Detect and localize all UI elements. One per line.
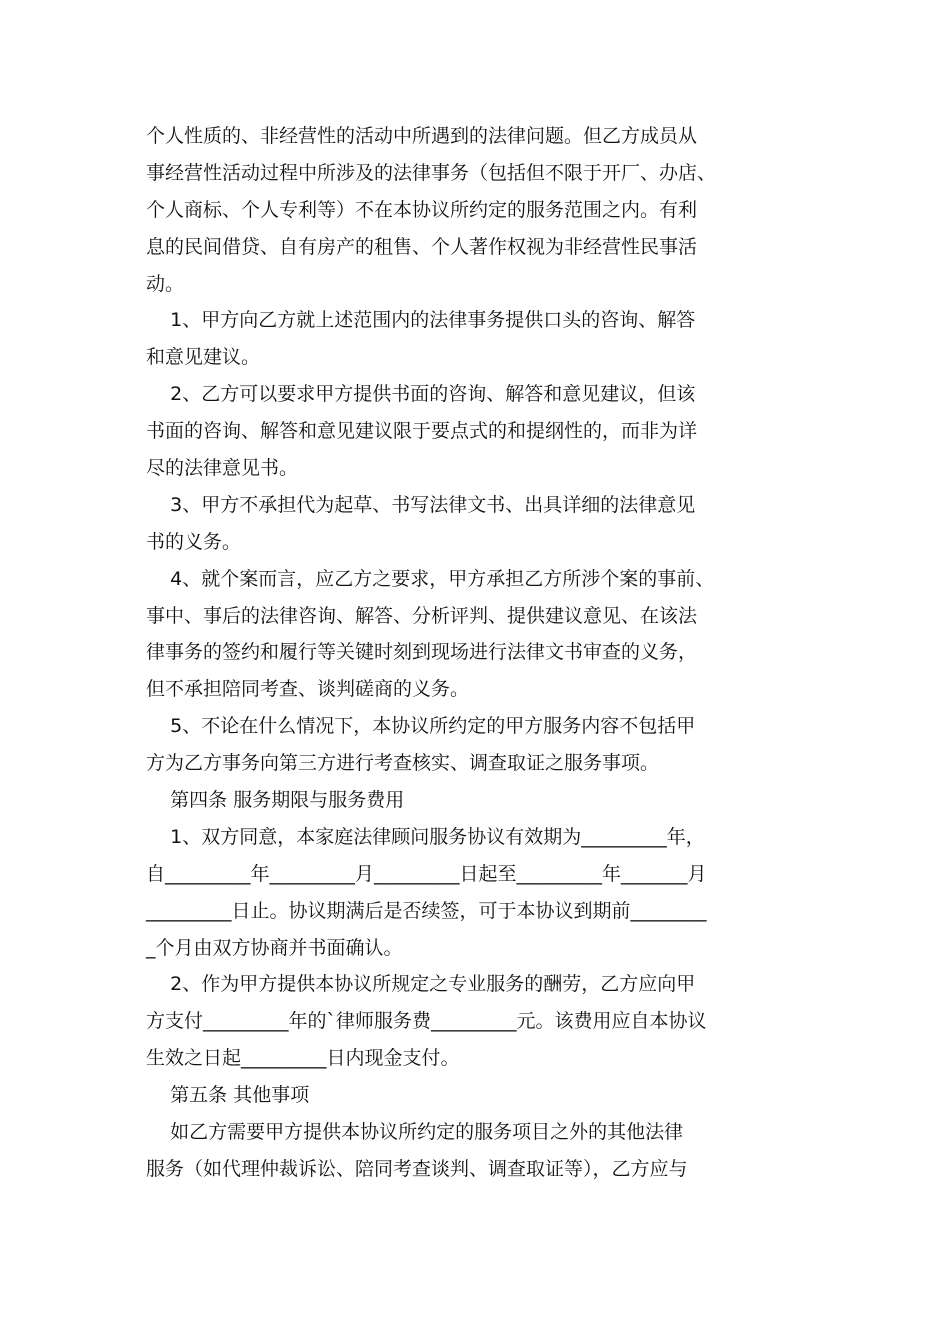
text-line: 但不承担陪同考查、谈判磋商的义务。 bbox=[146, 678, 470, 701]
text-line: 如乙方需要甲方提供本协议所约定的服务项目之外的其他法律 bbox=[146, 1121, 684, 1144]
text-line: 1、双方同意，本家庭法律顾问服务协议有效期为_________年， bbox=[146, 825, 705, 848]
text-line: 服务（如代理仲裁诉讼、陪同考查谈判、调查取证等），乙方应与 bbox=[146, 1157, 688, 1180]
text-line: 生效之日起_________日内现金支付。 bbox=[146, 1047, 460, 1070]
text-line: 尽的法律意见书。 bbox=[146, 457, 299, 480]
text-line: 个人性质的、非经营性的活动中所遇到的法律问题。但乙方成员从 bbox=[146, 125, 698, 147]
text-line: 3、甲方不承担代为起草、书写法律文书、出具详细的法律意见 bbox=[146, 493, 696, 516]
text-line: 方支付_________年的`律师服务费_________元。该费用应自本协议 bbox=[146, 1010, 707, 1033]
document-body bbox=[146, 118, 810, 1188]
text-line: 律事务的签约和履行等关键时刻到现场进行法律文书审查的义务， bbox=[146, 641, 698, 664]
text-line: 事中、事后的法律咨询、解答、分析评判、提供建议意见、在该法 bbox=[146, 604, 698, 627]
text-line: 事经营性活动过程中所涉及的法律事务（包括但不限于开厂、办店、 bbox=[146, 161, 717, 184]
text-line: 2、作为甲方提供本协议所规定之专业服务的酬劳，乙方应向甲 bbox=[146, 973, 696, 996]
text-line: 自_________年_________月_________日起至_________年_______月 bbox=[146, 862, 707, 885]
text-line: 书面的咨询、解答和意见建议限于要点式的和提纲性的，而非为详 bbox=[146, 420, 698, 443]
text-line: 1、甲方向乙方就上述范围内的法律事务提供口头的咨询、解答 bbox=[146, 309, 696, 332]
section-heading: 第五条 其他事项 bbox=[146, 1084, 310, 1107]
text-line: 书的义务。 bbox=[146, 530, 242, 553]
text-line: _________日止。协议期满后是否续签，可于本协议到期前________ bbox=[146, 899, 707, 922]
text-line: 方为乙方事务向第三方进行考查核实、调查取证之服务事项。 bbox=[146, 752, 660, 775]
text-line: 动。 bbox=[146, 272, 185, 295]
text-line: 息的民间借贷、自有房产的租售、个人著作权视为非经营性民事活 bbox=[146, 235, 698, 258]
text-line: 4、就个案而言，应乙方之要求，甲方承担乙方所涉个案的事前、 bbox=[146, 567, 715, 590]
text-line: 个人商标、个人专利等）不在本协议所约定的服务范围之内。有利 bbox=[146, 198, 698, 221]
text-line: 和意见建议。 bbox=[146, 346, 261, 369]
text-line: 2、乙方可以要求甲方提供书面的咨询、解答和意见建议，但该 bbox=[146, 383, 696, 406]
text-line: 5、不论在什么情况下，本协议所约定的甲方服务内容不包括甲 bbox=[146, 715, 696, 738]
text-line: _个月由双方协商并书面确认。 bbox=[146, 936, 403, 959]
section-heading: 第四条 服务期限与服务费用 bbox=[146, 789, 405, 812]
